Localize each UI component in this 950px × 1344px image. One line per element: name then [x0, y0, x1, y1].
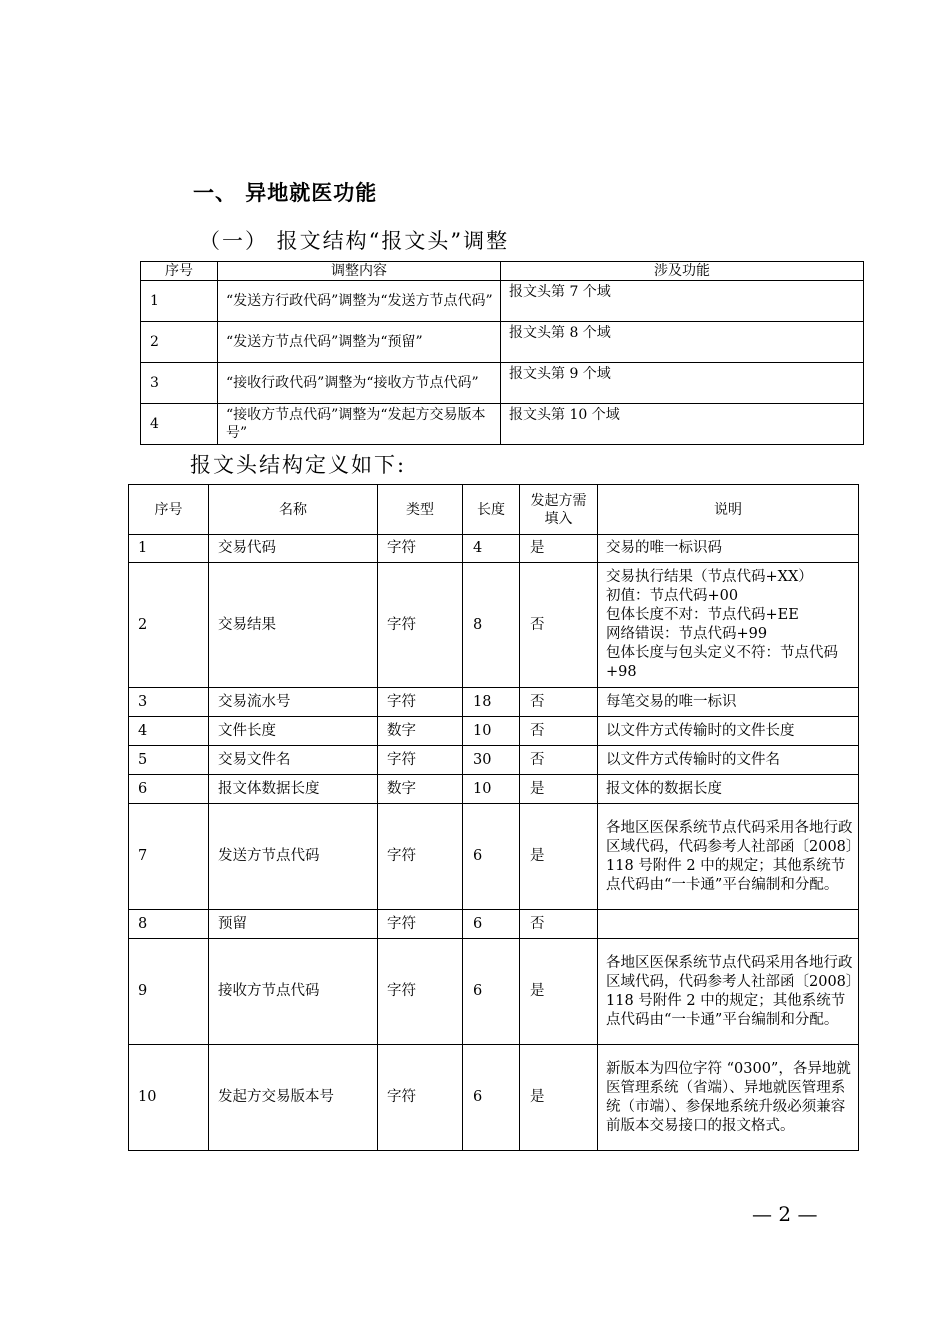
table-cell: 8: [463, 563, 520, 688]
table-cell: “发送方行政代码”调整为“发送方节点代码”: [218, 281, 501, 322]
table-cell: 1: [141, 281, 218, 322]
table-cell: 字符: [378, 746, 463, 775]
table-cell: 字符: [378, 688, 463, 717]
table-cell: 是: [520, 535, 598, 563]
table-cell: 交易结果: [209, 563, 378, 688]
table-cell: 各地区医保系统节点代码采用各地行政区域代码，代码参考人社部函〔2008〕118 号附件 2 中的规定；其他系统节点代码由“一卡通”平台编制和分配。: [598, 804, 859, 910]
table-row: [129, 717, 859, 746]
table-cell: 字符: [378, 563, 463, 688]
table-cell: 每笔交易的唯一标识: [598, 688, 859, 717]
table-cell: 6: [463, 804, 520, 910]
section-heading: 一、 异地就医功能: [193, 181, 378, 205]
table-cell: 2: [129, 563, 209, 688]
table-cell: 接收方节点代码: [209, 939, 378, 1045]
table-cell: 发起方交易版本号: [209, 1045, 378, 1151]
table-row: [141, 322, 864, 363]
table-cell: 字符: [378, 910, 463, 939]
adjustment-table: [140, 261, 864, 445]
table-cell: 文件长度: [209, 717, 378, 746]
table-cell: 字符: [378, 804, 463, 910]
table-cell: 数字: [378, 775, 463, 804]
table-cell: 3: [129, 688, 209, 717]
table-header-row: [141, 262, 864, 281]
table-cell: 交易执行结果（节点代码+XX） 初值：节点代码+00 包体长度不对：节点代码+EE 网络错误：节点代码+99 包体长度与包头定义不符：节点代码+98: [598, 563, 859, 688]
table-cell: 报文头第 10 个域: [501, 404, 864, 445]
table-cell: 1: [129, 535, 209, 563]
header-cell: 类型: [378, 485, 463, 535]
table-cell: 数字: [378, 717, 463, 746]
table-cell: 6: [463, 1045, 520, 1151]
table-cell: 10: [463, 775, 520, 804]
header-structure-table: [128, 484, 859, 1151]
table-cell: “接收方节点代码”调整为“发起方交易版本号”: [218, 404, 501, 445]
table-header-row: [129, 485, 859, 535]
table-cell: 10: [463, 717, 520, 746]
table-cell: 4: [129, 717, 209, 746]
subsection-heading: （一） 报文结构“报文头”调整: [199, 229, 510, 253]
table-cell: “发送方节点代码”调整为“预留”: [218, 322, 501, 363]
header-cell: 涉及功能: [501, 262, 864, 281]
table-row: [129, 910, 859, 939]
table-cell: 报文体数据长度: [209, 775, 378, 804]
table-cell: 报文体的数据长度: [598, 775, 859, 804]
table-cell: 交易流水号: [209, 688, 378, 717]
table-cell: 以文件方式传输时的文件长度: [598, 717, 859, 746]
table-cell: 6: [463, 910, 520, 939]
table-cell: 报文头第 8 个域: [501, 322, 864, 363]
header-cell: 名称: [209, 485, 378, 535]
table-cell: 8: [129, 910, 209, 939]
table-row: [129, 1045, 859, 1151]
table-cell: 10: [129, 1045, 209, 1151]
table-cell: 交易的唯一标识码: [598, 535, 859, 563]
table-cell: 否: [520, 910, 598, 939]
header-cell: 调整内容: [218, 262, 501, 281]
table-cell: 6: [129, 775, 209, 804]
table-cell: 否: [520, 688, 598, 717]
header-cell: 说明: [598, 485, 859, 535]
table-cell: 7: [129, 804, 209, 910]
table-cell: 报文头第 7 个域: [501, 281, 864, 322]
table-cell: 报文头第 9 个域: [501, 363, 864, 404]
table-cell: 6: [463, 939, 520, 1045]
table-cell: 是: [520, 804, 598, 910]
table-cell: 4: [463, 535, 520, 563]
table-row: [129, 688, 859, 717]
table-cell: 2: [141, 322, 218, 363]
table-cell: 字符: [378, 939, 463, 1045]
table-row: [141, 363, 864, 404]
table-row: [129, 939, 859, 1045]
table-cell: 4: [141, 404, 218, 445]
table-cell: 新版本为四位字符 “0300”，各异地就医管理系统（省端）、异地就医管理系统（市端）、参保地系统升级必须兼容前版本交易接口的报文格式。: [598, 1045, 859, 1151]
table-row: [129, 563, 859, 688]
table-cell: 5: [129, 746, 209, 775]
table-row: [129, 804, 859, 910]
table-cell: 各地区医保系统节点代码采用各地行政区域代码，代码参考人社部函〔2008〕118 号附件 2 中的规定；其他系统节点代码由“一卡通”平台编制和分配。: [598, 939, 859, 1045]
table-cell: 30: [463, 746, 520, 775]
table-row: [129, 775, 859, 804]
table-cell: 18: [463, 688, 520, 717]
table-cell: 以文件方式传输时的文件名: [598, 746, 859, 775]
header-cell: 发起方需填入: [520, 485, 598, 535]
page-number: — 2 —: [752, 1202, 818, 1226]
table-cell: 否: [520, 717, 598, 746]
header-cell: 序号: [141, 262, 218, 281]
table-row: [129, 746, 859, 775]
table-cell: 否: [520, 563, 598, 688]
table-cell: 发送方节点代码: [209, 804, 378, 910]
table-row: [129, 535, 859, 563]
table-cell: 是: [520, 939, 598, 1045]
table-cell: 9: [129, 939, 209, 1045]
intro-text: 报文头结构定义如下:: [190, 453, 407, 477]
table-cell: [598, 910, 859, 939]
table-cell: 否: [520, 746, 598, 775]
table-row: [141, 404, 864, 445]
table-cell: “接收行政代码”调整为“接收方节点代码”: [218, 363, 501, 404]
table-cell: 是: [520, 1045, 598, 1151]
header-cell: 长度: [463, 485, 520, 535]
table-cell: 是: [520, 775, 598, 804]
table-row: [141, 281, 864, 322]
table-cell: 3: [141, 363, 218, 404]
table-cell: 交易文件名: [209, 746, 378, 775]
table-cell: 交易代码: [209, 535, 378, 563]
table-cell: 预留: [209, 910, 378, 939]
table-cell: 字符: [378, 535, 463, 563]
table-cell: 字符: [378, 1045, 463, 1151]
header-cell: 序号: [129, 485, 209, 535]
